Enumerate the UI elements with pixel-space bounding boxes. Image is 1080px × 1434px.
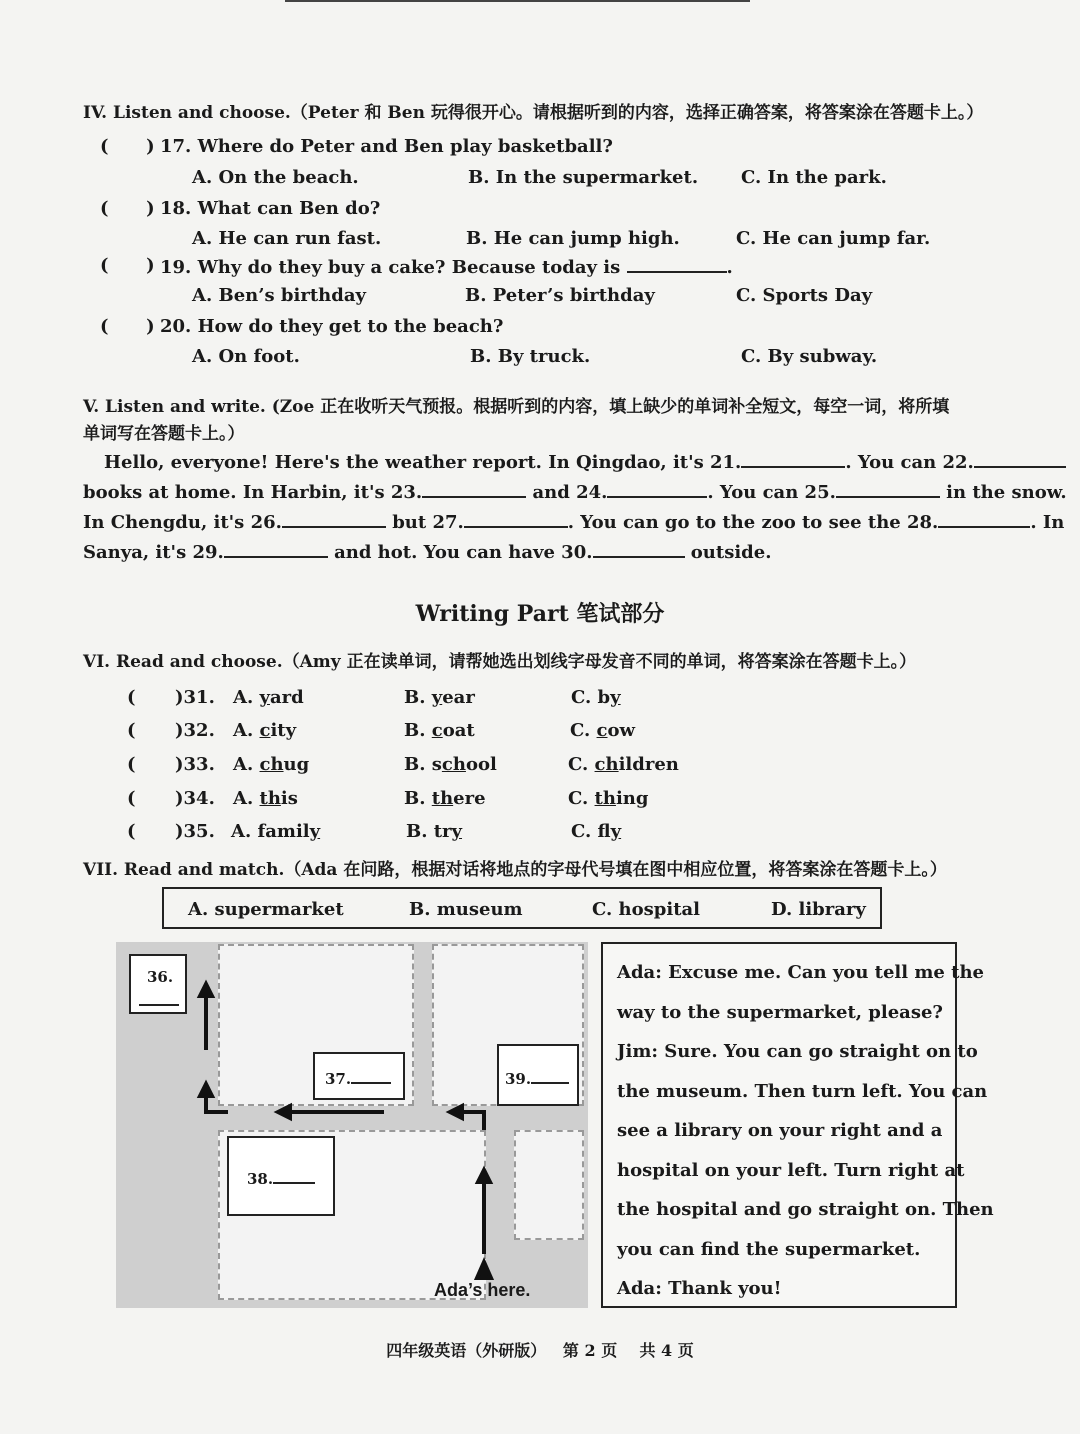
option-18c: C. He can jump far. [736, 228, 931, 249]
opt-text: A. [233, 788, 260, 809]
dialogue-line: Ada: Thank you! [617, 1278, 782, 1299]
section-5-title-line1: V. Listen and write. (Zoe 正在收听天气预报。根据听到的内容，填上缺少的单词补全短文，每空一词，将所填 [83, 397, 950, 417]
underlined-letters: y [610, 687, 621, 708]
underlined-letters: c [259, 720, 271, 741]
options-box [162, 887, 882, 929]
route-arrows [116, 942, 588, 1308]
opt-text: B. [404, 687, 432, 708]
arrow-head-left-1-icon [450, 1106, 462, 1118]
underlined-letters: y [610, 821, 622, 842]
weather-paragraph-line1 [104, 450, 1066, 473]
answer-paren[interactable]: ( ) [100, 136, 155, 157]
underlined-letters: th [594, 788, 616, 809]
item-number: )32. [175, 720, 215, 741]
option-32c [570, 720, 635, 741]
option-34a [233, 788, 298, 809]
arrow-head-left-2-icon [278, 1106, 290, 1118]
opt-text: ere [453, 788, 486, 809]
dialogue-box [601, 942, 994, 1308]
dialogue-line: hospital on your left. Turn right at [617, 1159, 965, 1181]
option-17a: A. On the beach. [192, 167, 359, 188]
answer-paren[interactable]: ( ) [100, 316, 155, 337]
answer-paren-open[interactable]: ( [127, 687, 136, 708]
weather-paragraph-line3 [83, 510, 1064, 533]
opt-text: B. s [404, 754, 442, 775]
text-segment: . You can 25. [707, 482, 836, 503]
option-34c [568, 788, 648, 809]
opt-text: B. [404, 720, 432, 741]
blank-21[interactable] [741, 450, 845, 468]
opt-text: ow [607, 720, 636, 741]
blank-19[interactable] [627, 255, 727, 273]
option-17c: C. In the park. [741, 167, 887, 188]
underlined-letters: ch [441, 754, 466, 775]
dialogue-line: Ada: Excuse me. Can you tell me the [617, 962, 984, 983]
writing-part-title: Writing Part 笔试部分 [415, 601, 665, 627]
underlined-letters: y [431, 687, 443, 708]
question-17: 17. Where do Peter and Ben play basketball? [160, 136, 613, 157]
option-31a [233, 687, 304, 708]
option-library: D. library [771, 899, 866, 920]
option-20b: B. By truck. [470, 346, 591, 367]
street-map [116, 942, 588, 1308]
option-31c [571, 687, 621, 708]
dialogue-line: way to the supermarket, please? [617, 1001, 943, 1023]
dialogue-line: see a library on your right and a [617, 1120, 943, 1141]
label-36: 36. [147, 968, 174, 986]
opt-text: is [280, 788, 298, 809]
section-7-title: VII. Read and match.（Ada 在问路，根据对话将地点的字母代号填在图中相应位置，将答案涂在答题卡上。） [83, 860, 947, 880]
option-museum: B. museum [409, 899, 523, 920]
text-segment: . In [1030, 512, 1065, 533]
page-footer: 四年级英语（外研版） 第 2 页 共 4 页 [386, 1341, 694, 1360]
opt-text: B. tr [406, 821, 452, 842]
underlined-letters: c [596, 720, 608, 741]
option-33a [233, 754, 309, 775]
underlined-letters: y [259, 687, 270, 708]
weather-paragraph-line4 [83, 540, 771, 563]
text-segment: and 24. [532, 482, 608, 503]
text-segment: Hello, everyone! Here's the weather report. In Qingdao, it's 21. [104, 452, 742, 473]
blank-30[interactable] [593, 540, 685, 558]
text-segment: In Chengdu, it's 26. [83, 512, 282, 533]
option-32a [233, 720, 296, 741]
arrow-head-up-1-icon [478, 1170, 490, 1182]
blank-22[interactable] [974, 450, 1066, 468]
opt-text: ildren [618, 754, 679, 775]
underlined-letters: y [451, 821, 463, 842]
text-segment: outside. [690, 542, 772, 563]
option-17b: B. In the supermarket. [468, 167, 699, 188]
underlined-letters: c [431, 720, 443, 741]
ada-here-label: Ada’s here. [434, 1280, 531, 1300]
label-39-text: 39. [505, 1070, 532, 1088]
option-19b: B. Peter’s birthday [465, 285, 655, 306]
option-35b [406, 821, 462, 842]
answer-paren-open[interactable]: ( [127, 788, 136, 809]
underlined-letters: ch [259, 754, 284, 775]
dialogue-text [617, 953, 994, 1309]
option-19c: C. Sports Day [736, 285, 873, 306]
option-34b [404, 788, 486, 809]
opt-text: C. [568, 754, 595, 775]
blank-29[interactable] [224, 540, 328, 558]
option-supermarket: A. supermarket [188, 899, 344, 920]
top-edge-line [285, 0, 750, 2]
text-segment: in the snow. [946, 482, 1067, 503]
answer-paren-open[interactable]: ( [127, 821, 136, 842]
opt-text: C. [570, 720, 597, 741]
blank-28[interactable] [938, 510, 1030, 528]
underlined-letters: th [431, 788, 454, 809]
opt-text: A. famil [231, 821, 310, 842]
text-segment: . You can go to the zoo to see the 28. [567, 512, 939, 533]
opt-text: ear [442, 687, 475, 708]
opt-text: oat [442, 720, 475, 741]
start-marker-icon [477, 1262, 491, 1278]
label-38-text: 38. [247, 1170, 274, 1188]
opt-text: C. fl [571, 821, 611, 842]
question-18: 18. What can Ben do? [160, 198, 381, 219]
option-18b: B. He can jump high. [466, 228, 680, 249]
answer-paren[interactable]: ( ) [100, 198, 155, 219]
arrow-head-up-3-icon [200, 984, 212, 996]
item-number: )33. [175, 754, 215, 775]
option-32b [404, 720, 475, 741]
option-35a [231, 821, 320, 842]
option-19a: A. Ben’s birthday [192, 285, 366, 306]
opt-text: B. [404, 788, 432, 809]
text-segment: Sanya, it's 29. [83, 542, 224, 563]
blank-23[interactable] [422, 480, 526, 498]
item-number: )31. [175, 687, 215, 708]
answer-paren[interactable]: ( ) [100, 255, 155, 276]
opt-text: C. b [571, 687, 611, 708]
underlined-letters: y [309, 821, 321, 842]
blank-24[interactable] [607, 480, 707, 498]
item-number: )35. [175, 821, 215, 842]
option-33b [404, 754, 497, 775]
item-number: )34. [175, 788, 215, 809]
section-6-title: VI. Read and choose.（Amy 正在读单词，请帮她选出划线字母发音不同的单词，将答案涂在答题卡上。） [83, 652, 917, 672]
question-20: 20. How do they get to the beach? [160, 316, 504, 337]
section-5-title-line2: 单词写在答题卡上。） [83, 424, 245, 444]
underlined-letters: ch [594, 754, 619, 775]
dialogue-line: you can find the supermarket. [617, 1238, 921, 1260]
opt-text: A. [233, 754, 260, 775]
text-segment: books at home. In Harbin, it's 23. [83, 482, 423, 503]
option-18a: A. He can run fast. [192, 228, 382, 249]
text-segment: but 27. [392, 512, 464, 533]
text-segment: . You can 22. [845, 452, 974, 473]
opt-text: A. [233, 720, 260, 741]
arrow-head-up-2-icon [200, 1084, 212, 1096]
option-35c [571, 821, 621, 842]
blank-27[interactable] [464, 510, 568, 528]
dialogue-line: the museum. Then turn left. You can [617, 1080, 988, 1102]
option-33c [568, 754, 679, 775]
answer-paren-open[interactable]: ( [127, 720, 136, 741]
opt-text: A. [233, 687, 260, 708]
option-31b [404, 687, 475, 708]
opt-text: ity [270, 720, 297, 741]
opt-text: ug [283, 754, 310, 775]
dialogue-line: the hospital and go straight on. Then [617, 1199, 994, 1220]
section-4-title: IV. Listen and choose.（Peter 和 Ben 玩得很开心。请根据听到的内容，选择正确答案，将答案涂在答题卡上。） [83, 103, 984, 123]
opt-text: ard [269, 687, 304, 708]
blank-25[interactable] [836, 480, 940, 498]
opt-text: ool [465, 754, 497, 775]
dialogue-line: Jim: Sure. You can go straight on to [617, 1041, 978, 1062]
question-19: 19. Why do they buy a cake? Because today is . [160, 257, 733, 278]
label-37-text: 37. [325, 1070, 352, 1088]
question-19-text: 19. Why do they buy a cake? Because today is [160, 257, 621, 278]
answer-paren-open[interactable]: ( [127, 754, 136, 775]
option-hospital: C. hospital [592, 899, 701, 920]
text-segment: and hot. You can have 30. [334, 542, 593, 563]
blank-26[interactable] [282, 510, 386, 528]
underlined-letters: th [259, 788, 281, 809]
opt-text: C. [568, 788, 595, 809]
weather-paragraph-line2 [83, 480, 1067, 503]
option-20a: A. On foot. [192, 346, 300, 367]
option-20c: C. By subway. [741, 346, 878, 367]
opt-text: ing [615, 788, 649, 809]
